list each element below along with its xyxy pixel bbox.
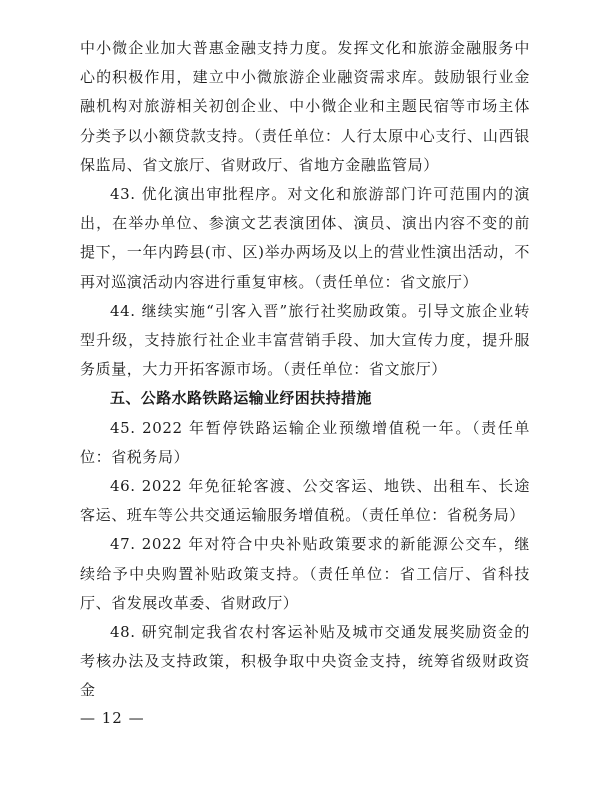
- section-heading: 五、公路水路铁路运输业纾困扶持措施: [110, 389, 372, 408]
- paragraph-item-45: 45. 2022 年暂停铁路运输企业预缴增值税一年。（责任单位：省税务局）: [80, 418, 530, 466]
- paragraph-item-47: 47. 2022 年对符合中央补贴政策要求的新能源公交车，继续给予中央购置补贴政策支持。（责任单位：省工信厅、省科技厅、省发展改革委、省财政厅）: [80, 535, 530, 612]
- page-number: — 12 —: [80, 709, 145, 727]
- paragraph-continuation: 中小微企业加大普惠金融支持力度。发挥文化和旅游金融服务中心的积极作用，建立中小微旅游企业融资需求库。鼓励银行业金融机构对旅游相关初创企业、中小微企业和主题民宿等市场主体分类予以小额贷款支持。（责任单位：人行太原中心支行、山西银保监局、省文旅厅、省财政厅、省地方金融监管局）: [80, 39, 530, 174]
- document-body: [80, 34, 530, 706]
- paragraph-item-48: 48. 研究制定我省农村客运补贴及城市交通发展奖励资金的考核办法及支持政策，积极争取中央资金支持，统筹省级财政资金: [80, 623, 530, 700]
- paragraph-item-43: 43. 优化演出审批程序。对文化和旅游部门许可范围内的演出，在举办单位、参演文艺表演团体、演员、演出内容不变的前提下，一年内跨县(市、区)举办两场及以上的营业性演出活动，不再对巡演活动内容进行重复审核。（责任单位：省文旅厅）: [80, 185, 530, 291]
- paragraph-item-44: 44. 继续实施“引客入晋”旅行社奖励政策。引导文旅企业转型升级，支持旅行社企业丰富营销手段、加大宣传力度，提升服务质量，大力开拓客源市场。（责任单位：省文旅厅）: [80, 301, 530, 379]
- paragraph-item-46: 46. 2022 年免征轮客渡、公交客运、地铁、出租车、长途客运、班车等公共交通运输服务增值税。（责任单位：省税务局）: [80, 477, 530, 525]
